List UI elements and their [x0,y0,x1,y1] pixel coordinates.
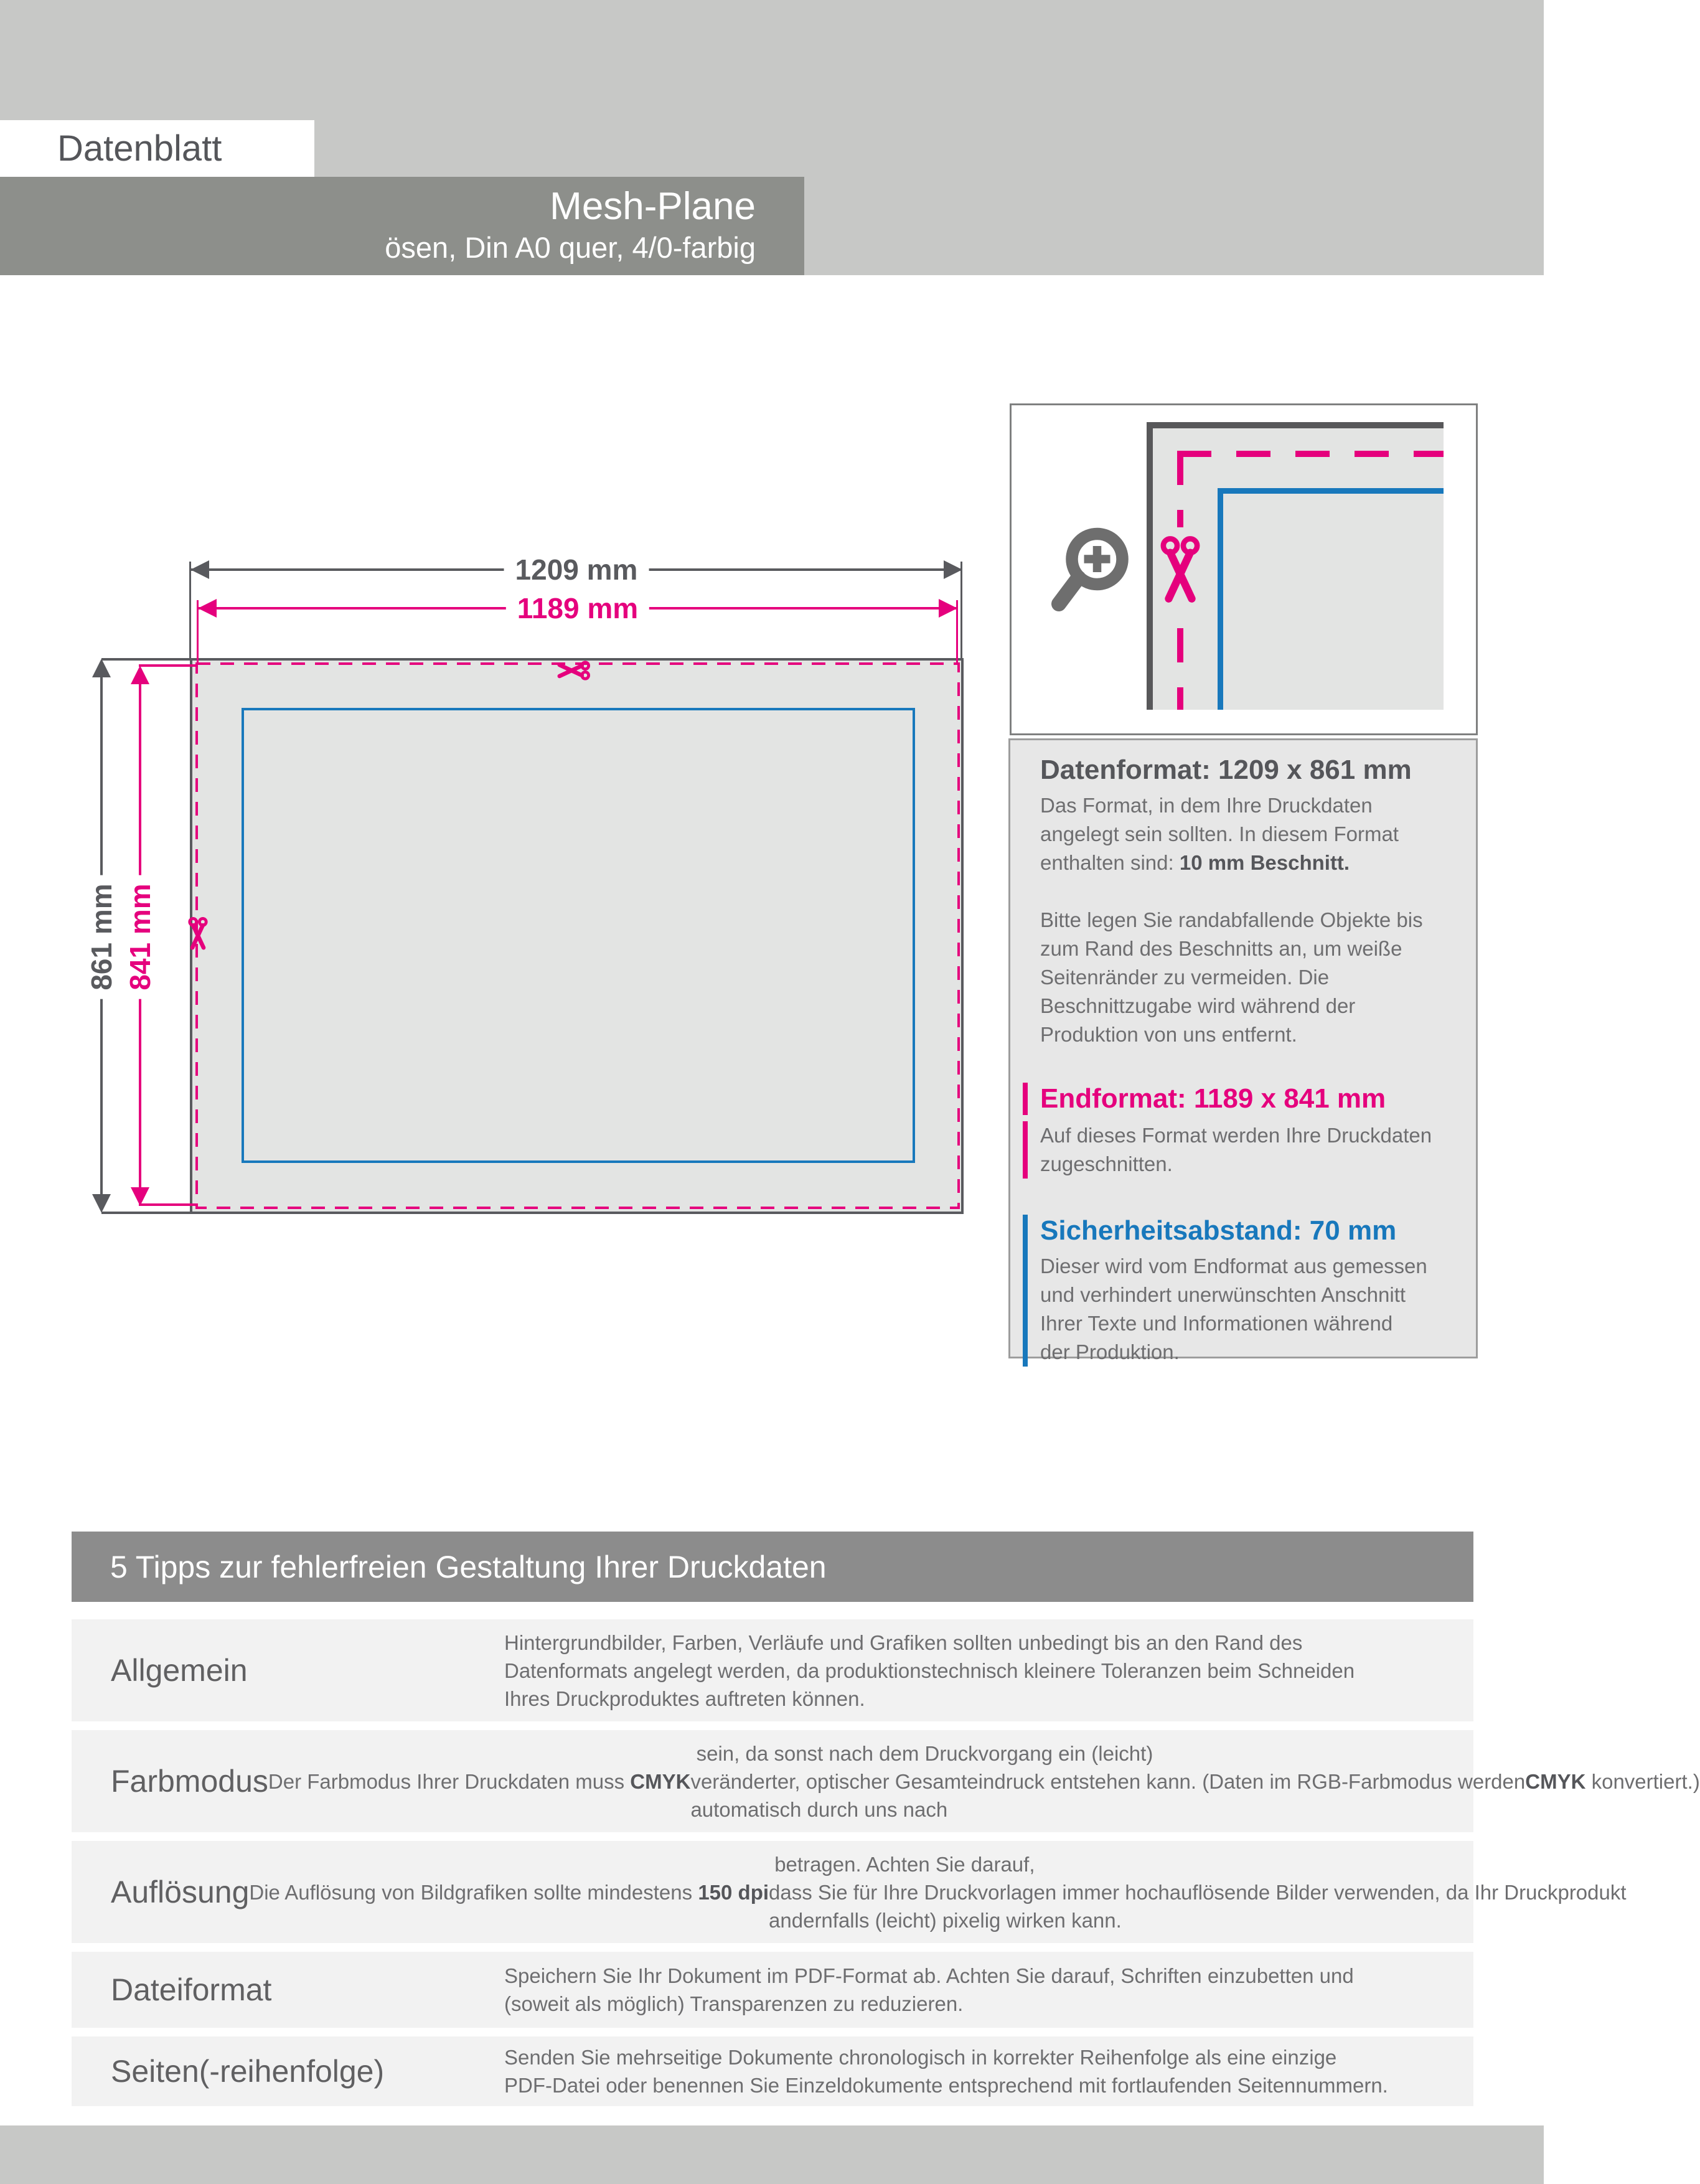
ext-line [139,1203,198,1206]
datenformat-edge-detail [1147,422,1444,428]
product-title: Mesh-Plane [550,185,756,228]
scissors-icon [556,659,590,682]
ext-line [139,664,198,667]
ext-line [956,600,958,664]
safety-line-detail [1218,488,1444,494]
endformat-section-heading [1023,1083,1466,1115]
format-info-panel [1008,738,1478,1363]
scissors-icon [187,917,209,951]
footer-band [0,2125,1544,2184]
ext-line [101,1212,190,1214]
dim-height-outer-label: 861 mm [81,875,122,999]
datenformat-edge-detail [1147,422,1153,710]
cut-line-detail [1177,451,1444,457]
sicherheitsabstand-section [1023,1215,1466,1367]
tips-title: 5 Tipps zur fehlerfreien Gestaltung Ihrer Druckdaten [110,1549,827,1584]
endformat-section-body [1023,1121,1466,1179]
ext-line [101,658,190,661]
sicherheitsabstand-body: Dieser wird vom Endformat aus gemessen und verhindert unerwünschten Anschnitt Ihrer Texte und Informationen während der Produktion. [1040,1254,1427,1363]
endformat-body: Auf dieses Format werden Ihre Druckdaten zugeschnitten. [1040,1124,1432,1175]
tip-body: Speichern Sie Ihr Dokument im PDF-Format ab. Achten Sie darauf, Schriften einzubetten und (soweit als möglich) Transparenzen zu reduzieren. [504,1964,1354,2015]
datenformat-note: Bitte legen Sie randabfallende Objekte bis zum Rand des Beschnitts an, um weiße Seitenränder zu vermeiden. Die Beschnittzugabe wird während der Produktion von uns entfernt. [1040,908,1423,1046]
ext-line [960,562,962,658]
product-subtitle: ösen, Din A0 quer, 4/0-farbig [385,231,756,264]
dim-width-inner-label: 1189 mm [506,590,649,626]
ext-line [197,600,199,664]
table-row [72,1952,1473,2028]
sicherheitsabstand-heading: Sicherheitsabstand: 70 mm [1040,1215,1397,1246]
tip-body: Hintergrundbilder, Farben, Verläufe und Grafiken sollten unbedingt bis an den Rand des Datenformats angelegt werden, da produktionstechnisch kleinere Toleranzen beim Schneiden Ihres Druckproduktes auftreten können. [504,1631,1355,1710]
table-row [72,1619,1473,1721]
tip-label-seitenreihenfolge: Seiten(-reihenfolge) [111,2054,385,2089]
tip-label-dateiformat: Dateiformat [111,1972,272,2007]
tip-label-allgemein: Allgemein [111,1653,248,1688]
arrowhead-left-icon [198,599,217,618]
arrowhead-right-icon [939,599,957,618]
tip-body: Die Auflösung von Bildgrafiken sollte mindestens 150 dpi betragen. Achten Sie darauf, dass Sie für Ihre Druckvorlagen immer hochauflösende Bilder verwenden, da Ihr Druckprodukt andernfalls (leicht) pixelig wirken kann. [249,1852,1627,1932]
datenformat-heading: Datenformat: 1209 x 861 mm [1040,755,1412,785]
ext-line [189,562,191,658]
sheet-label-box [0,120,314,177]
arrowhead-down-icon [92,1194,111,1213]
arrowhead-up-icon [92,659,111,677]
corner-zoom-box [1010,403,1478,735]
product-title-band [0,177,804,275]
zoom-in-icon [1046,524,1139,617]
arrowhead-right-icon [944,560,962,579]
arrowhead-left-icon [190,560,209,579]
tips-title-band [72,1532,1473,1602]
tip-label-farbmodus: Farbmodus [111,1764,268,1799]
dim-width-outer-label: 1209 mm [504,552,649,588]
datenformat-body: Das Format, in dem Ihre Druckdaten angelegt sein sollten. In diesem Format enthalten sind: 10 mm Beschnitt. [1040,794,1399,874]
scissors-icon [1157,530,1203,611]
dim-height-inner-label: 841 mm [120,875,161,999]
table-row [72,1730,1700,1832]
table-row [72,1841,1627,1943]
tip-label-aufloesung: Auflösung [111,1875,250,1909]
table-row [72,2036,1473,2106]
tip-body: Der Farbmodus Ihrer Druckdaten muss CMYK sein, da sonst nach dem Druckvorgang ein (leicht) veränderter, optischer Gesamteindruck entstehen kann. (Daten im RGB-Farbmodus werden automatisch durch uns nach CMYK konvertiert.) [268,1741,1700,1821]
safety-line-detail [1218,488,1223,710]
endformat-heading: Endformat: 1189 x 841 mm [1040,1083,1386,1114]
sheet-label: Datenblatt [57,128,222,169]
tips-table [72,1619,1700,2115]
safety-margin-area [242,708,915,1163]
arrowhead-up-icon [131,666,149,684]
tip-body: Senden Sie mehrseitige Dokumente chronologisch in korrekter Reihenfolge als eine einzige PDF-Datei oder benennen Sie Einzeldokumente entsprechend mit fortlaufenden Seitennummern. [504,2046,1388,2097]
